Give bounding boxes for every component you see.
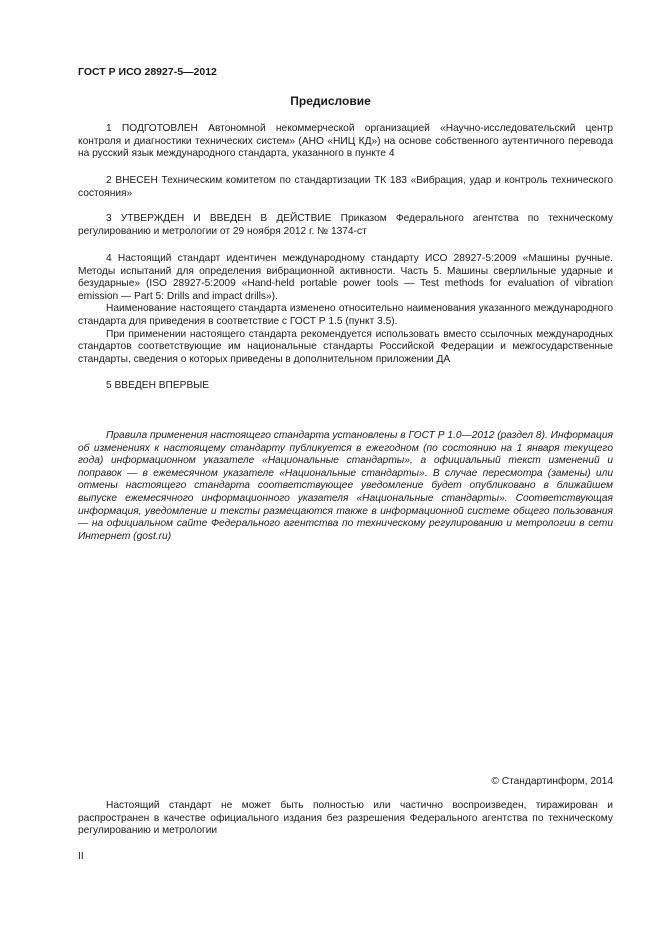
item-3-text: 3 УТВЕРЖДЕН И ВВЕДЕН В ДЕЙСТВИЕ Приказом Федерального агентства по техническому регулированию и метрологии от 29 ноября 2012 г. № 1374-ст (78, 213, 613, 237)
item-5 (78, 380, 613, 393)
item-1-text: 1 ПОДГОТОВЛЕН Автономной некоммерческой организацией «Научно-исследовательский центр контроля и диагностики технических систем» (АНО «НИЦ КД») на основе собственного аутентичного перевода на русский язык международного стандарта, указанного в пункте 4 (78, 123, 613, 160)
reproduction-notice-text: Настоящий стандарт не может быть полностью или частично воспроизведен, тиражирован и распространен в качестве официального издания без разрешения Федерального агентства по техническому регулированию и метрологии (78, 800, 613, 837)
copyright: © Стандартинформ, 2014 (491, 776, 613, 787)
usage-rules-text: Правила применения настоящего стандарта установлены в ГОСТ Р 1.0—2012 (раздел 8). Информация об изменениях к настоящему стандарту публикуется в ежегодном (по состоянию на 1 января текущего года) информационном указателе «Национальные стандарты», а официальный текст изменений и поправок — в ежемесячном указателе «Национальные стандарты». В случае пересмотра (замены) или отмены настоящего стандарта соответствующее уведомление будет опубликовано в ближайшем выпуске ежемесячного информационного указателя «Национальные стандарты». Соответствующая информация, уведомление и тексты размещаются также в информационной системе общего пользования — на официальном сайте Федерального агентства по техническому регулированию и метрологии в сети Интернет (gost.ru) (78, 430, 613, 542)
page-number: II (78, 851, 84, 862)
usage-rules-note (78, 430, 613, 543)
item-3 (78, 213, 613, 238)
item-4-references-note: При применении настоящего стандарта рекомендуется использовать вместо ссылочных международных стандартов соответствующие им национальные стандарты Российской Федерации и межгосударственные стандарты, сведения о которых приведены в дополнительном приложении ДА (78, 328, 613, 365)
item-1 (78, 123, 613, 161)
item-2 (78, 175, 613, 200)
item-4 (78, 253, 613, 366)
item-4-title-note: Наименование настоящего стандарта изменено относительно наименования указанного международного стандарта для приведения в соответствие с ГОСТ Р 1.5 (пункт 3.5). (78, 303, 613, 327)
reproduction-notice (78, 800, 613, 838)
item-4-text: 4 Настоящий стандарт идентичен международному стандарту ИСО 28927-5:2009 «Машины ручные. Методы испытаний для определения вибрационной активности. Часть 5. Машины сверлильные ударные и безударные» (ISO 28927-5:2009 «Hand-held portable power tools — Test methods for evaluation of vibration emission — Part 5: Drills and impact drills»). (78, 253, 613, 302)
document-header: ГОСТ Р ИСО 28927-5—2012 (78, 66, 217, 78)
page-title: Предисловие (290, 94, 371, 108)
item-2-text: 2 ВНЕСЕН Техническим комитетом по стандартизации ТК 183 «Вибрация, удар и контроль технического состояния» (78, 175, 613, 199)
item-5-text: 5 ВВЕДЕН ВПЕРВЫЕ (106, 380, 210, 391)
